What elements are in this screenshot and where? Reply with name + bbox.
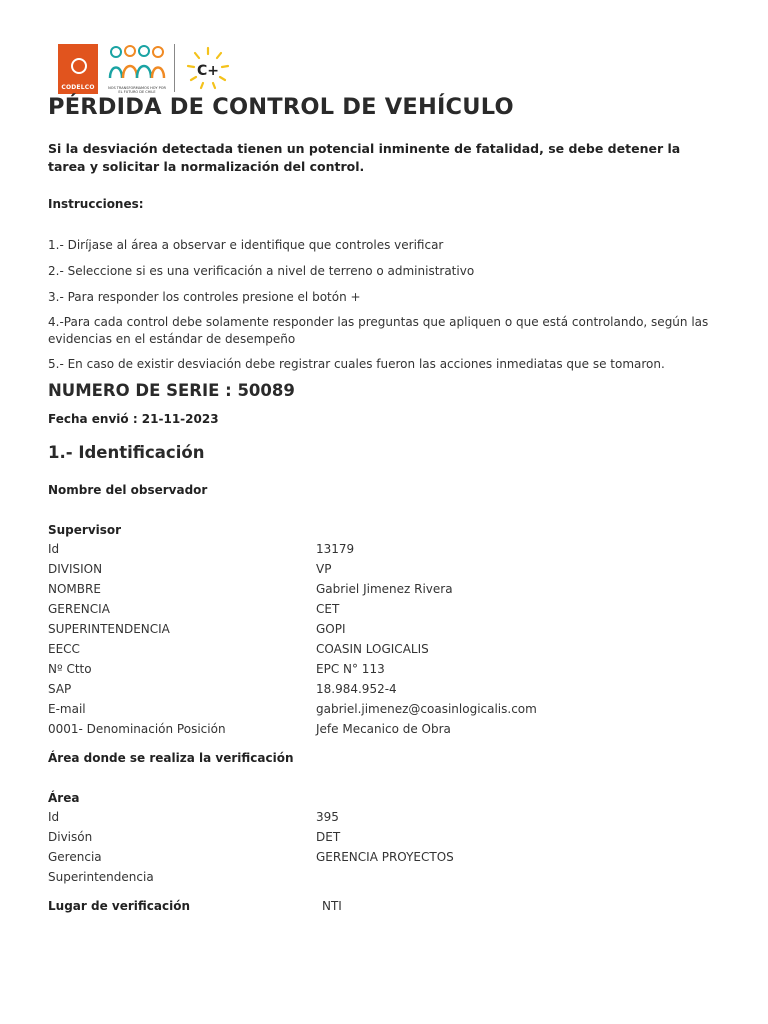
supervisor-row: EECC COASIN LOGICALIS <box>48 642 429 656</box>
verification-area-label: Área donde se realiza la verificación <box>48 751 294 765</box>
send-date: Fecha envió : 21-11-2023 <box>48 412 219 426</box>
supervisor-row: 0001- Denominación Posición Jefe Mecanico de Obra <box>48 722 451 736</box>
instructions-title: Instrucciones: <box>48 197 144 211</box>
codelco-emblem-icon <box>71 58 87 74</box>
serial-number: NUMERO DE SERIE : 50089 <box>48 381 295 400</box>
svg-text:C+: C+ <box>196 63 220 79</box>
instruction-step: 5.- En caso de existir desviación debe registrar cuales fueron las acciones inmediatas que se tomaron. <box>48 357 665 371</box>
cmas-logo <box>185 44 231 94</box>
area-row: Divisón DET <box>48 830 341 844</box>
header-logos <box>58 44 231 94</box>
section-identification-title: 1.- Identificación <box>48 443 205 462</box>
area-row: Gerencia GERENCIA PROYECTOS <box>48 850 454 864</box>
area-row: Superintendencia <box>48 870 154 884</box>
supervisor-email: gabriel.jimenez@coasinlogicalis.com <box>316 702 537 716</box>
people-figures-icon <box>108 44 166 82</box>
supervisor-row: GERENCIA CET <box>48 602 340 616</box>
logo-divider <box>174 44 175 92</box>
observer-label: Nombre del observador <box>48 483 208 497</box>
page-title: PÉRDIDA DE CONTROL DE VEHÍCULO <box>48 94 514 120</box>
instruction-step: 2.- Seleccione si es una verificación a nivel de terreno o administrativo <box>48 264 475 278</box>
sun-rays-icon <box>185 44 231 94</box>
supervisor-row: SUPERINTENDENCIA GOPI <box>48 622 346 636</box>
instruction-step: 3.- Para responder los controles presione el botón + <box>48 290 361 304</box>
supervisor-row: NOMBRE Gabriel Jimenez Rivera <box>48 582 453 596</box>
supervisor-row: Id 13179 <box>48 542 355 556</box>
supervisor-row: E-mail gabriel.jimenez@coasinlogicalis.com <box>48 702 537 716</box>
codelco-logo <box>58 44 98 94</box>
area-label: Área <box>48 791 80 805</box>
supervisor-row: DIVISION VP <box>48 562 332 576</box>
instruction-step: 1.- Diríjase al área a observar e identifique que controles verificar <box>48 238 444 252</box>
instruction-step: 4.-Para cada control debe solamente responder las preguntas que apliquen o que está controlando, según las evidencias en el estándar de desempeño <box>48 315 709 346</box>
supervisor-label: Supervisor <box>48 523 122 537</box>
codelco-logo-text: CODELCO <box>61 84 95 91</box>
supervisor-row: SAP 18.984.952-4 <box>48 682 397 696</box>
transformation-tagline: NOS TRANSFORMAMOS HOY POR EL FUTURO DE CHILE <box>108 86 166 94</box>
fatality-warning: Si la desviación detectada tienen un potencial inminente de fatalidad, se debe detener la tarea y solicitar la normalización del control. <box>48 141 681 174</box>
transformation-logo <box>108 44 166 94</box>
area-row: Id 395 <box>48 810 339 824</box>
supervisor-row: Nº Ctto EPC N° 113 <box>48 662 385 676</box>
